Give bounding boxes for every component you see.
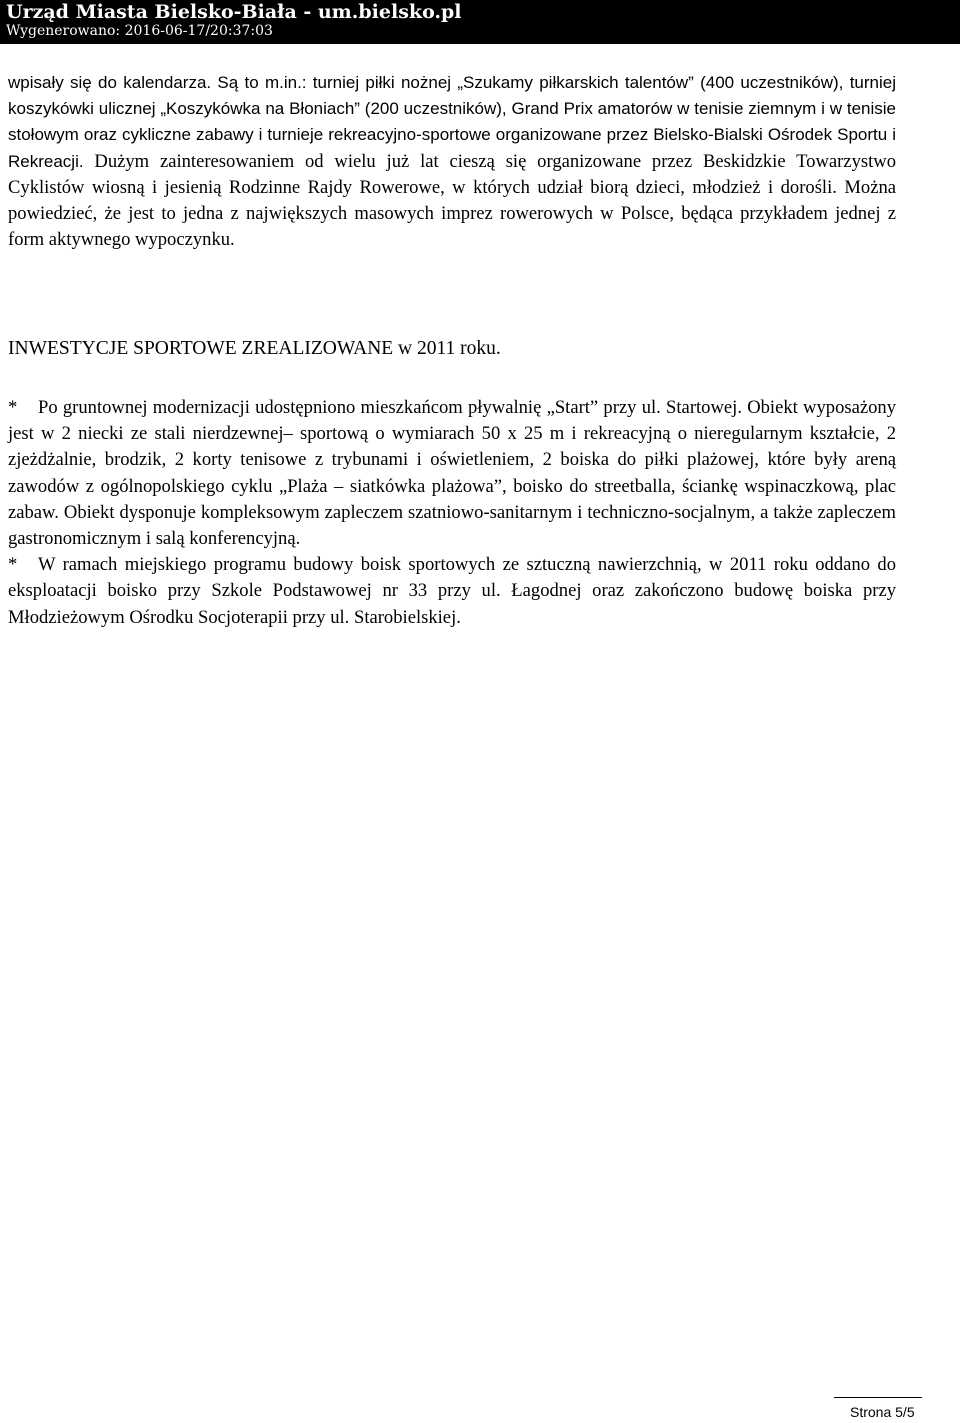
intro-paragraph	[8, 70, 896, 253]
paragraph-segment-3: Można powiedzieć, że jest to jedna z największych masowych imprez rowerowych w Polsce, będąca przykładem jednej z form aktywnego wypoczynku.	[8, 176, 896, 251]
paragraph-segment-2: Dużym zainteresowaniem od wielu już lat cieszą się organizowane przez Beskidzkie Towarzystwo Cyklistów wiosną i jesienią Rodzinne Rajdy Rowerowe, w których udział biorą dzieci, młodzież i dorośli.	[8, 150, 896, 198]
list-item-text: W ramach miejskiego programu budowy boisk sportowych ze sztuczną nawierzchnią, w 2011 roku oddano do eksploatacji boisko przy Szkole Podstawowej nr 33 przy ul. Łagodnej oraz zakończono budowę boiska przy Młodzieżowym Ośrodku Socjoterapii przy ul. Starobielskiej.	[8, 554, 896, 628]
paragraph-text	[8, 70, 896, 253]
list-item	[8, 395, 896, 552]
page-number: Strona 5/5	[850, 1404, 915, 1420]
investments-list	[8, 395, 896, 631]
section-heading: INWESTYCJE SPORTOWE ZREALIZOWANE w 2011 roku.	[8, 338, 501, 359]
page-header	[0, 0, 960, 44]
list-item	[8, 552, 896, 631]
footer-divider	[834, 1397, 922, 1398]
list-item-text: Po gruntownej modernizacji udostępniono mieszkańcom pływalnię „Start” przy ul. Startowej. Obiekt wyposażony jest w 2 niecki ze stali nierdzewnej– sportową o wymiarach 50 x 25 m i rekreacyjną o nieregularnym kształcie, 2 zjeżdżalnie, brodzik, 2 korty tenisowe z trybunami i oświetleniem, 2 boiska do piłki plażowej, które były areną zawodów z ogólnopolskiego cyklu „Plaża – siatkówka plażowa”, boisko do streetballa, ściankę wspinaczkową, plac zabaw. Obiekt dysponuje kompleksowym zapleczem szatniowo-sanitarnym i techniczno-socjalnym, a także zapleczem gastronomicznym i salą konferencyjną.	[8, 397, 896, 550]
paragraph-segment-1: wpisały się do kalendarza. Są to m.in.: turniej piłki nożnej „Szukamy piłkarskich talentów” (400 uczestników), turniej koszykówki ulicznej „Koszykówka na Błoniach” (200 uczestników), Grand Prix amatorów w tenisie ziemnym i w tenisie stołowym oraz cykliczne zabawy i turnieje rekreacyjno-sportowe organizowane przez Bielsko-Bialski Ośrodek Sportu i Rekreacji.	[8, 73, 896, 171]
bullet-star: *	[8, 554, 18, 576]
site-title: Urząd Miasta Bielsko-Biała - um.bielsko.pl	[6, 1, 462, 23]
bullet-star: *	[8, 397, 18, 418]
generated-timestamp: Wygenerowano: 2016-06-17/20:37:03	[6, 23, 273, 39]
